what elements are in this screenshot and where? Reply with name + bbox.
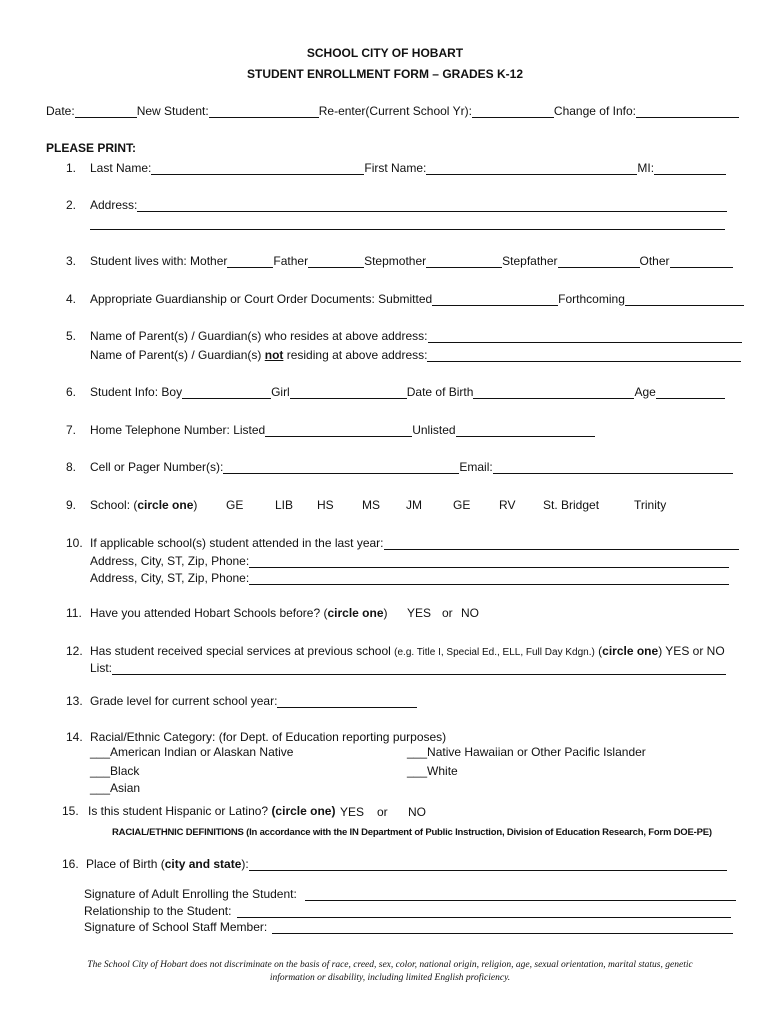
q14-row [66,730,446,744]
q16-row [62,857,727,871]
attended-no-option[interactable]: NO [461,606,479,620]
q11-row [66,606,388,620]
q14-number: 14. [66,730,83,744]
prev-address-label-1: Address, City, ST, Zip, Phone: [90,554,250,568]
father-field[interactable] [308,255,364,268]
school-option-ge-2[interactable]: GE [453,498,471,512]
stepfather-field[interactable] [558,255,640,268]
last-name-label: Last Name: [90,161,152,175]
first-name-field[interactable] [426,162,637,175]
prev-school-label: If applicable school(s) student attended in the last year: [90,536,384,550]
q9-number: 9. [66,498,77,512]
q6-row [66,385,725,399]
relationship-row [84,904,731,918]
q12-row2 [90,661,726,675]
attended-or: or [442,606,453,620]
prev-address-field-1[interactable] [249,555,729,568]
q1-row [66,161,726,175]
school-option-rv[interactable]: RV [499,498,516,512]
special-services-yes-no[interactable]: YES or NO [662,644,725,658]
nondiscrimination-line2: information or disability, including limited English proficiency. [269,973,511,983]
school-option-hs[interactable]: HS [317,498,334,512]
school-option-st-bridget[interactable]: St. Bridget [543,498,600,512]
q10-row2 [90,554,729,568]
age-label: Age [634,385,656,399]
unlisted-field[interactable] [456,424,595,437]
stepmother-label: Stepmother [364,254,427,268]
grade-level-label: Grade level for current school year: [90,694,278,708]
cell-label: Cell or Pager Number(s): [90,460,224,474]
school-circle-one: circle one [137,498,194,512]
forthcoming-label: Forthcoming [558,292,625,306]
hispanic-circle-one: (circle one) [271,804,336,818]
q2-row2 [90,216,725,230]
q8-row [66,460,733,474]
stepmother-field[interactable] [426,255,502,268]
school-option-ge[interactable]: GE [226,498,244,512]
unlisted-label: Unlisted [412,423,456,437]
racial-category-label: Racial/Ethnic Category: (for Dept. of Education reporting purposes) [90,730,447,744]
other-label: Other [639,254,670,268]
attended-circle-one: circle one [327,606,384,620]
special-services-label: Has student received special services at previous school [90,644,395,658]
prev-address-field-2[interactable] [249,572,729,585]
attended-close: ) [383,606,388,620]
list-field[interactable] [112,662,726,675]
school-label: School: ( [90,498,138,512]
parent-not-residing-label-a: Name of Parent(s) / Guardian(s) [90,348,265,362]
q6-number: 6. [66,385,77,399]
relationship-label: Relationship to the Student: [84,904,232,918]
q10-row3 [90,571,729,585]
special-services-close: ) [658,644,663,658]
parent-resides-field[interactable] [428,330,742,343]
address-field-line2[interactable] [90,217,725,230]
hispanic-yes-option[interactable]: YES [340,805,365,819]
prev-address-label-2: Address, City, ST, Zip, Phone: [90,571,250,585]
dob-field[interactable] [473,386,634,399]
adult-signature-field[interactable] [305,888,736,901]
cell-field[interactable] [223,461,459,474]
school-close: ) [193,498,198,512]
phone-listed-field[interactable] [265,424,412,437]
nondiscrimination-statement [60,959,720,985]
grade-level-field[interactable] [277,695,417,708]
first-name-label: First Name: [364,161,427,175]
hispanic-no-option[interactable]: NO [408,805,426,819]
special-services-circle-one: circle one [602,644,659,658]
q13-row [66,694,417,708]
q5-number: 5. [66,329,77,343]
mi-label: MI: [637,161,655,175]
form-title: STUDENT ENROLLMENT FORM – GRADES K-12 [246,67,523,81]
forthcoming-field[interactable] [625,293,744,306]
boy-label: Student Info: Boy [90,385,183,399]
parent-resides-label: Name of Parent(s) / Guardian(s) who resides at above address: [90,329,428,343]
address-field-line1[interactable] [137,199,727,212]
racial-definitions-note: RACIAL/ETHNIC DEFINITIONS (In accordance with the IN Department of Public Instruction, Division of Education Research, Form DOE-PE) [112,827,712,838]
mi-field[interactable] [654,162,726,175]
change-info-field[interactable] [636,105,739,118]
q2-number: 2. [66,198,77,212]
race-native-hawaiian[interactable]: ___Native Hawaiian or Other Pacific Islander [407,745,646,759]
special-services-open: ( [594,644,603,658]
stepfather-label: Stepfather [502,254,558,268]
school-option-trinity[interactable]: Trinity [634,498,667,512]
q12-number: 12. [66,644,83,658]
q10-row1 [66,536,739,550]
hispanic-label: Is this student Hispanic or Latino? [88,804,272,818]
list-label: List: [90,661,113,675]
q15-row [62,804,335,818]
staff-signature-label: Signature of School Staff Member: [84,920,268,934]
new-student-field[interactable] [209,105,319,118]
dob-label: Date of Birth [406,385,474,399]
q4-row [66,292,744,306]
race-black[interactable]: ___Black [90,764,140,778]
special-services-example: (e.g. Title I, Special Ed., ELL, Full Day Kdgn.) [394,647,595,658]
age-field[interactable] [656,386,725,399]
school-option-jm[interactable]: JM [406,498,422,512]
birthplace-field[interactable] [249,858,727,871]
mother-field[interactable] [227,255,273,268]
birthplace-label: Place of Birth ( [86,857,165,871]
reenter-field[interactable] [472,105,554,118]
q4-number: 4. [66,292,77,306]
adult-signature-label: Signature of Adult Enrolling the Student: [84,887,297,901]
q7-number: 7. [66,423,77,437]
q9-row [66,498,197,512]
reenter-label: Re-enter(Current School Yr): [318,104,472,118]
q8-number: 8. [66,460,77,474]
q2-row [66,198,727,212]
email-field[interactable] [493,461,733,474]
guardianship-label: Appropriate Guardianship or Court Order Documents: Submitted [90,292,433,306]
q11-number: 11. [66,606,82,620]
not-emphasis: not [264,348,284,362]
adult-signature-row [84,887,736,901]
q1-number: 1. [66,161,77,175]
q3-row [66,254,733,268]
parent-not-residing-label-b: residing at above address: [283,348,428,362]
last-name-field[interactable] [151,162,364,175]
lives-with-mother-label: Student lives with: Mother [90,254,228,268]
staff-signature-row [84,920,733,934]
date-field[interactable] [75,105,137,118]
attended-label: Have you attended Hobart Schools before? ( [90,606,328,620]
nondiscrimination-line1: The School City of Hobart does not discriminate on the basis of race, creed, sex, color, national origin, religion, age, sexual orientation, marital status, genetic [87,960,693,970]
address-label: Address: [90,198,138,212]
submitted-field[interactable] [432,293,558,306]
q7-row [66,423,595,437]
q5-row2 [90,348,741,362]
race-american-indian[interactable]: ___American Indian or Alaskan Native [90,745,294,759]
q5-row1 [66,329,742,343]
q3-number: 3. [66,254,77,268]
staff-signature-field[interactable] [272,921,733,934]
change-info-label: Change of Info: [553,104,636,118]
q12-row1 [66,644,725,660]
school-option-lib[interactable]: LIB [275,498,294,512]
email-label: Email: [459,460,493,474]
birthplace-close: ): [241,857,249,871]
top-row [46,104,739,118]
race-asian[interactable]: ___Asian [90,781,141,795]
other-field[interactable] [670,255,733,268]
parent-not-residing-field[interactable] [427,349,741,362]
attended-yes-option[interactable]: YES [407,606,432,620]
q15-number: 15. [62,804,79,818]
date-label: Date: [46,104,75,118]
hispanic-or: or [377,805,388,819]
school-option-ms[interactable]: MS [362,498,380,512]
new-student-label: New Student: [136,104,209,118]
boy-field[interactable] [182,386,271,399]
q16-number: 16. [62,857,79,871]
birthplace-city-state: city and state [164,857,242,871]
phone-listed-label: Home Telephone Number: Listed [90,423,266,437]
father-label: Father [273,254,309,268]
relationship-field[interactable] [237,905,731,918]
girl-label: Girl [271,385,290,399]
school-name: SCHOOL CITY OF HOBART [306,46,464,60]
race-white[interactable]: ___White [407,764,458,778]
q13-number: 13. [66,694,83,708]
girl-field[interactable] [290,386,407,399]
please-print-heading: PLEASE PRINT: [46,141,137,155]
q10-number: 10. [66,536,83,550]
prev-school-field[interactable] [384,537,739,550]
